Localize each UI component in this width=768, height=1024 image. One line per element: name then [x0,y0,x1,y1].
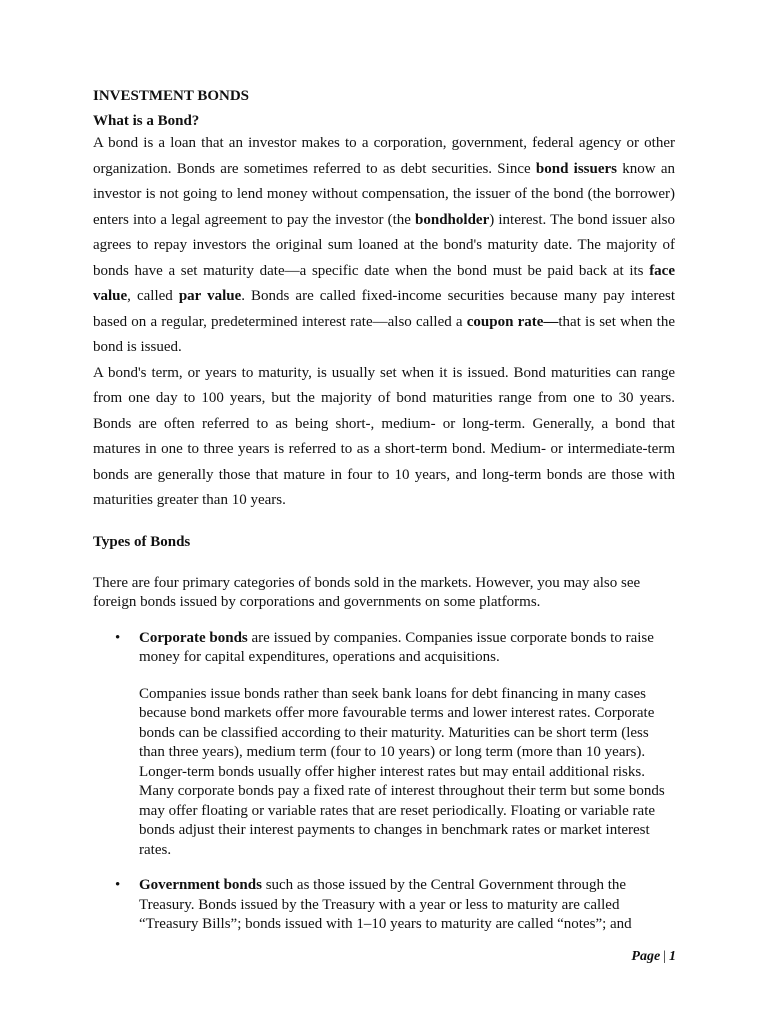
paragraph-text: ) interest. The bond issuer also agrees to repay investors the original sum loaned at the bond's maturity date. The majority of bonds have a set maturity date—a specific date when the bond must be paid back at its [93,211,675,279]
bond-types-list [93,629,675,935]
list-item-body: such as those issued by the Central Government through the Treasury. Bonds issued by the Treasury with a year or less to maturity are called “Treasury Bills”; bonds issued with 1–10 years to maturity are called “notes”; and [139,877,632,932]
list-item-government-bonds [93,876,675,935]
bond-term-paragraph: A bond's term, or years to maturity, is usually set when it is issued. Bond maturities can range from one day to 100 years, but the majority of bond maturities range from one to 30 years. Bonds are often referred to as being short-, medium- or long-term. Generally, a bond that matures in one to three years is referred to as a short-term bond. Medium- or intermediate-term bonds are generally those that mature in four to 10 years, and long-term bonds are those with maturities greater than 10 years. [93,364,675,508]
bold-term-face-value: face value [93,262,675,304]
page-number: 1 [669,949,676,964]
paragraph-text: , called [127,288,179,304]
types-intro-paragraph: There are four primary categories of bonds sold in the markets. However, you may also see foreign bonds issued by corporations and governments on some platforms. [93,574,641,610]
paragraph-text: . Bonds are called fixed-income securities because many pay interest based on a regular, predetermined interest rate—also called a [93,288,675,330]
bold-term-bond-issuers: bond issuers [535,160,618,177]
bond-definition-paragraph [93,131,675,361]
page-separator: | [663,949,666,964]
what-is-a-bond-heading: What is a Bond? [93,113,200,129]
types-of-bonds-heading: Types of Bonds [93,533,191,550]
bullet-marker: • [115,629,121,646]
list-item-text [139,876,675,935]
bullet-marker: • [115,877,121,893]
paragraph-text: A bond is a loan that an investor makes to a corporation, government, federal agency or other organization. Bonds are sometimes referred to as debt securities. Since [93,135,675,177]
page-label: Page [631,949,661,964]
document-title: INVESTMENT BONDS [93,88,250,104]
bold-term-par-value: par value [178,288,242,304]
page-footer [631,948,676,966]
list-item-text [139,629,675,668]
page-content [93,86,675,935]
bold-term-corporate-bonds: Corporate bonds [139,629,248,646]
corporate-bonds-detail-paragraph: Companies issue bonds rather than seek bank loans for debt financing in many cases because bond markets offer more favourable terms and lower interest rates. Corporate bonds can be classified according to their maturity. Maturities can be short term (less than three years), medium term (four to 10 years) or long term (more than 10 years). Longer-term bonds usually offer higher interest rates but may entail additional risks. Many corporate bonds pay a fixed rate of interest throughout their term but some bonds may offer floating or variable rates that are reset periodically. Floating or variable rate bonds adjust their interest payments to changes in benchmark rates or market interest rates. [139,685,665,858]
bold-term-coupon-rate: coupon rate— [466,313,559,330]
bold-term-bondholder: bondholder [415,211,490,228]
list-item-body: are issued by companies. Companies issue corporate bonds to raise money for capital expenditures, operations and acquisitions. [139,629,654,665]
bold-term-government-bonds: Government bonds [139,877,262,893]
list-item-corporate-bonds [93,629,675,861]
paragraph-text: know an investor is not going to lend money without compensation, the issuer of the bond (the borrower) enters into a legal agreement to pay the investor (the [93,160,675,228]
paragraph-text: that is set when the bond is issued. [93,313,675,355]
